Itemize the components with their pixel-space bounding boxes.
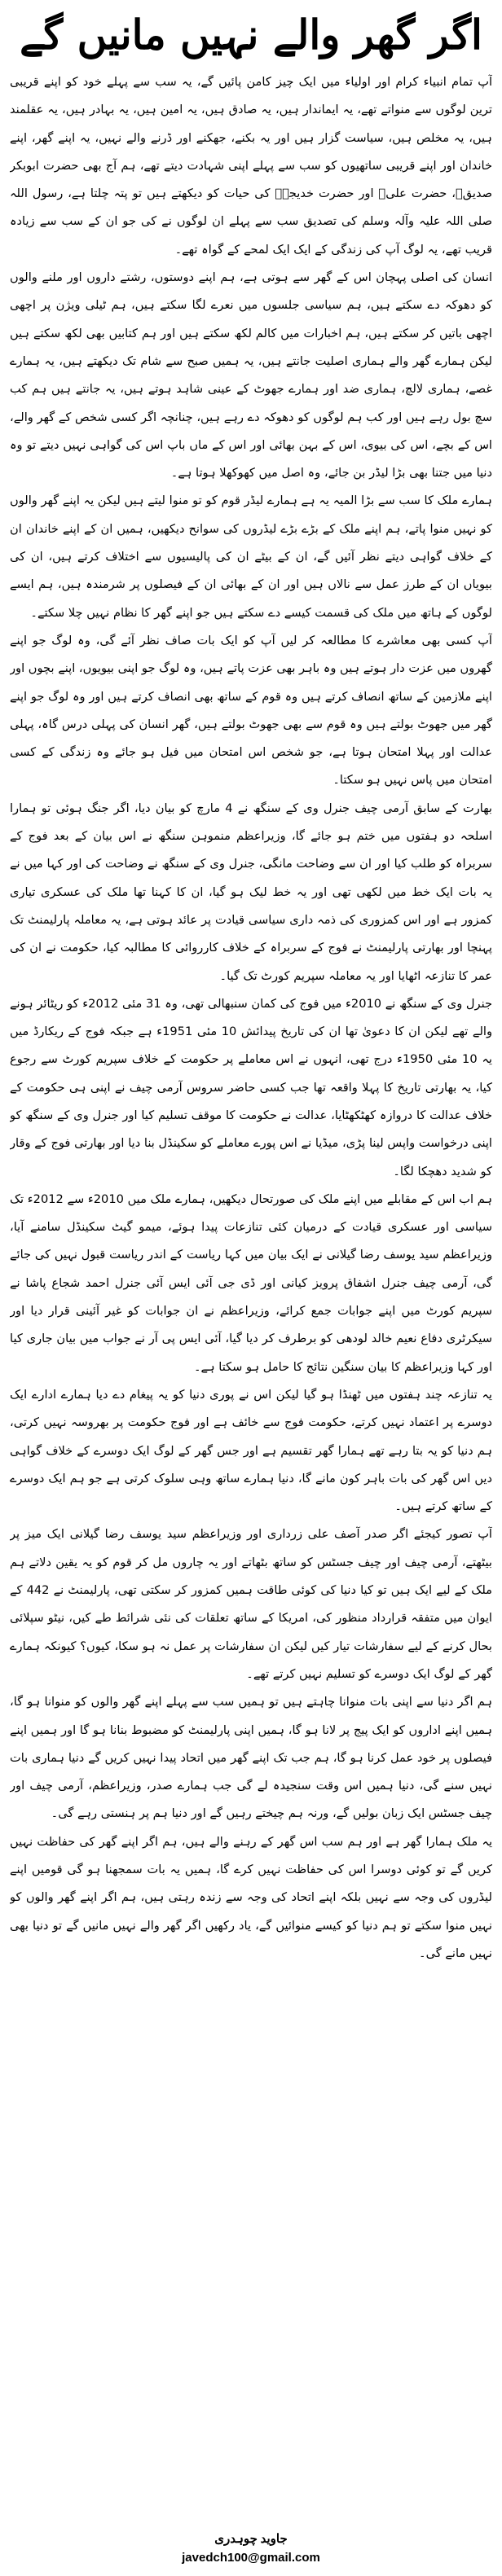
article-paragraph: ہمارے ملک کا سب سے بڑا المیہ یہ ہے ہمارے لیڈر قوم کو تو منوا لیتے ہیں لیکن یہ اپنے گھر والوں کو نہیں منوا پاتے، ہم اپنے ملک کے بڑے بڑے لیڈروں کی سوانح دیکھیں، ہمیں ان کے اپنے خاندان ان کے خلاف گواہی دیتے نظر آئیں گے، ان کے بیٹے ان کی پالیسیوں سے اختلاف کرتے ہیں، ان کی بیویاں ان کے طرز عمل سے نالاں ہیں اور ان کے بھائی ان کے فیصلوں پر شرمندہ ہیں، ہم ایسے لوگوں کے ہاتھ میں ملک کی قسمت کیسے دے سکتے ہیں جو اپنے گھر کا نظام نہیں چلا سکتے۔ [10, 494, 492, 620]
article-paragraph: آپ کسی بھی معاشرے کا مطالعہ کر لیں آپ کو ایک بات صاف نظر آئے گی، وہ لوگ جو اپنے گھروں میں عزت دار ہوتے ہیں وہ باہر بھی عزت پاتے ہیں، وہ لوگ جو اپنی بیویوں، اپنے بچوں اور اپنے ملازمین کے ساتھ انصاف کرتے ہیں وہ قوم کے ساتھ بھی انصاف کرتے ہیں اور وہ لوگ جو اپنے گھر میں جھوٹ بولتے ہیں وہ قوم سے بھی جھوٹ بولتے ہیں، گھر انسان کی پہلی درس گاہ، پہلی عدالت اور پہلا امتحان ہوتا ہے، جو شخص اس امتحان میں فیل ہو جائے وہ زندگی کے کسی امتحان میں پاس نہیں ہو سکتا۔ [10, 633, 492, 788]
article-paragraph: ہم اگر دنیا سے اپنی بات منوانا چاہتے ہیں تو ہمیں سب سے پہلے اپنے گھر والوں کو منوانا ہو گا، ہمیں اپنے اداروں کو ایک پیج پر لانا ہو گا، ہمیں اپنی پارلیمنٹ کو مضبوط بنانا ہو گا اور ہمیں اپنے فیصلوں پر خود عمل کرنا ہو گا، ہم جب تک اپنے گھر میں اتحاد پیدا نہیں کریں گے دنیا ہماری بات نہیں سنے گی، دنیا ہمیں اس وقت سنجیدہ لے گی جب ہمارے صدر، وزیراعظم، آرمی چیف اور چیف جسٹس ایک زبان بولیں گے، ورنہ ہم چیختے رہیں گے اور دنیا ہم پر ہنستی رہے گی۔ [10, 1695, 492, 1821]
article-paragraph: آپ تصور کیجئے اگر صدر آصف علی زرداری اور وزیراعظم سید یوسف رضا گیلانی ایک میز پر بیٹھتے، آرمی چیف اور چیف جسٹس کو ساتھ بٹھاتے اور یہ چاروں مل کر قوم کو یہ یقین دلاتے ہم ملک کے لیے ایک ہیں تو کیا دنیا کی کوئی طاقت ہمیں کمزور کر سکتی تھی، پارلیمنٹ نے 442 کے ایوان میں متفقہ قرارداد منظور کی، امریکا کے ساتھ تعلقات کی نئی شرائط طے کیں، نیٹو سپلائی بحال کرنے کے لیے سفارشات تیار کیں لیکن ان سفارشات پر عمل نہ ہو سکا، کیوں؟ کیونکہ ہمارے گھر کے لوگ ایک دوسرے کو تسلیم نہیں کرتے تھے۔ [10, 1527, 492, 1681]
article-paragraph: بھارت کے سابق آرمی چیف جنرل وی کے سنگھ نے 4 مارچ کو بیان دیا، اگر جنگ ہوئی تو ہمارا اسلحہ دو ہفتوں میں ختم ہو جائے گا، وزیراعظم منموہن سنگھ نے اس بیان کے بعد فوج کے سربراہ کو طلب کیا اور ان سے وضاحت مانگی، جنرل وی کے سنگھ نے وضاحت کی اور کہا میں نے یہ بات ایک خط میں لکھی تھی اور یہ خط لیک ہو گیا، ان کا کہنا تھا ملک کی عسکری تیاری کمزور ہے اور اس کمزوری کی ذمہ داری سیاسی قیادت پر عائد ہوتی ہے، یہ معاملہ پارلیمنٹ تک پہنچا اور بھارتی پارلیمنٹ نے فوج کے سربراہ کے خلاف کارروائی کا مطالبہ کیا، حکومت نے ان کی عمر کا تنازعہ اٹھایا اور یہ معاملہ سپریم کورٹ تک گیا۔ [10, 801, 492, 983]
article-paragraph: یہ ملک ہمارا گھر ہے اور ہم سب اس گھر کے رہنے والے ہیں، ہم اگر اپنے گھر کی حفاظت نہیں کریں گے تو کوئی دوسرا اس کی حفاظت نہیں کرے گا، ہمیں یہ بات سمجھنا ہو گی قومیں اپنے لیڈروں کی وجہ سے نہیں بلکہ اپنے اتحاد کی وجہ سے زندہ رہتی ہیں، ہم اگر اپنے گھر والوں کو نہیں منوا سکتے تو ہم دنیا کو کیسے منوائیں گے، یاد رکھیں اگر گھر والے نہیں مانیں گے تو دنیا بھی نہیں مانے گی۔ [10, 1834, 492, 1960]
article-paragraph: یہ تنازعہ چند ہفتوں میں ٹھنڈا ہو گیا لیکن اس نے پوری دنیا کو یہ پیغام دے دیا ہمارے ادارے ایک دوسرے پر اعتماد نہیں کرتے، حکومت فوج سے خائف ہے اور فوج حکومت پر بھروسہ نہیں کرتی، ہم دنیا کو یہ بتا رہے تھے ہمارا گھر تقسیم ہے اور جس گھر کے لوگ ایک دوسرے کے خلاف گواہی دیں اس گھر کی بات باہر کون مانے گا، دنیا ہمارے ساتھ وہی سلوک کرتی ہے جو ہم ایک دوسرے کے ساتھ کرتے ہیں۔ [10, 1387, 492, 1514]
article-paragraph: انسان کی اصلی پہچان اس کے گھر سے ہوتی ہے، ہم اپنے دوستوں، رشتے داروں اور ملنے والوں کو دھوکہ دے سکتے ہیں، ہم سیاسی جلسوں میں نعرے لگا سکتے ہیں، ہم ٹیلی ویژن پر اچھی اچھی باتیں کر سکتے ہیں، ہم اخبارات میں کالم لکھ سکتے ہیں اور ہم کتابیں بھی لکھ سکتے ہیں لیکن ہمارے گھر والے ہماری اصلیت جانتے ہیں، یہ ہمیں صبح سے شام تک دیکھتے ہیں، یہ ہمارے غصے، ہماری لالچ، ہماری ضد اور ہمارے جھوٹ کے عینی شاہد ہوتے ہیں، یہ جانتے ہیں ہم کب سچ بول رہے ہیں اور کب ہم لوگوں کو دھوکہ دے رہے ہیں، چنانچہ اگر کسی شخص کے گھر والے، اس کے بچے، اس کی بیوی، اس کے بہن بھائی اور اس کے ماں باپ اس کی گواہی نہیں دیتے تو وہ دنیا میں جتنا بھی بڑا لیڈر بن جائے، وہ اصل میں کھوکھلا ہوتا ہے۔ [10, 270, 492, 481]
article-paragraph: ہم اب اس کے مقابلے میں اپنے ملک کی صورتحال دیکھیں، ہمارے ملک میں 2010ء سے 2012ء تک سیاسی اور عسکری قیادت کے درمیان کئی تنازعات پیدا ہوئے، میمو گیٹ سکینڈل سامنے آیا، وزیراعظم سید یوسف رضا گیلانی نے ایک بیان میں کہا ریاست کے اندر ریاست قبول نہیں کی جائے گی، آرمی چیف جنرل اشفاق پرویز کیانی اور ڈی جی آئی ایس آئی جنرل احمد شجاع پاشا نے سپریم کورٹ میں اپنے جوابات جمع کرائے، وزیراعظم نے ان جوابات کو غیر آئینی قرار دیا اور سیکرٹری دفاع نعیم خالد لودھی کو برطرف کر دیا گیا، آئی ایس پی آر نے جواب میں بیان جاری کیا اور کہا وزیراعظم کا بیان سنگین نتائج کا حامل ہو سکتا ہے۔ [10, 1191, 492, 1374]
article-body [10, 68, 492, 2469]
article-title: اگر گھر والے نہیں مانیں گے [20, 11, 482, 59]
author-email[interactable]: javedch100@gmail.com [182, 2551, 320, 2565]
author-name: جاوید چوہدری [214, 2533, 288, 2546]
article-paragraph: آپ تمام انبیاء کرام اور اولیاء میں ایک چیز کامن پائیں گے، یہ سب سے پہلے خود کو اپنے قریبی ترین لوگوں سے منواتے تھے، یہ ایماندار ہیں، یہ صادق ہیں، یہ امین ہیں، یہ بہادر ہیں، یہ عقلمند ہیں، یہ مخلص ہیں، سیاست گزار ہیں اور یہ بکنے، جھکنے اور ڈرنے والے نہیں، یہ اپنے گھر، اپنے خاندان اور اپنے قریبی ساتھیوں کو سب سے پہلے اپنی شہادت دیتے تھے، ہم آج بھی حضرت ابوبکر صدیقؓ، حضرت علیؓ اور حضرت خدیجہؓ کی حیات کو دیکھتے ہیں تو پتہ چلتا ہے، رسول اللہ صلی اللہ علیہ وآلہ وسلم کی تصدیق سب سے پہلے ان لوگوں نے کی جو ان کے سب سے زیادہ قریب تھے، یہ لوگ آپ کی زندگی کے ایک ایک لمحے کے گواہ تھے۔ [10, 75, 492, 257]
article-paragraph: جنرل وی کے سنگھ نے 2010ء میں فوج کی کمان سنبھالی تھی، وہ 31 مئی 2012ء کو ریٹائر ہونے والے تھے لیکن ان کا دعویٰ تھا ان کی تاریخ پیدائش 10 مئی 1951ء ہے جبکہ فوج کے ریکارڈ میں یہ 10 مئی 1950ء درج تھی، انہوں نے اس معاملے پر حکومت کے خلاف سپریم کورٹ سے رجوع کیا، یہ بھارتی تاریخ کا پہلا واقعہ تھا جب کسی حاضر سروس آرمی چیف نے اپنی ہی حکومت کے خلاف عدالت کا دروازہ کھٹکھٹایا، عدالت نے حکومت کا موقف تسلیم کیا اور جنرل وی کے سنگھ کو اپنی درخواست واپس لینا پڑی، میڈیا نے اس پورے معاملے کو سکینڈل بنا دیا اور بھارتی فوج کے وقار کو شدید دھچکا لگا۔ [10, 996, 492, 1178]
